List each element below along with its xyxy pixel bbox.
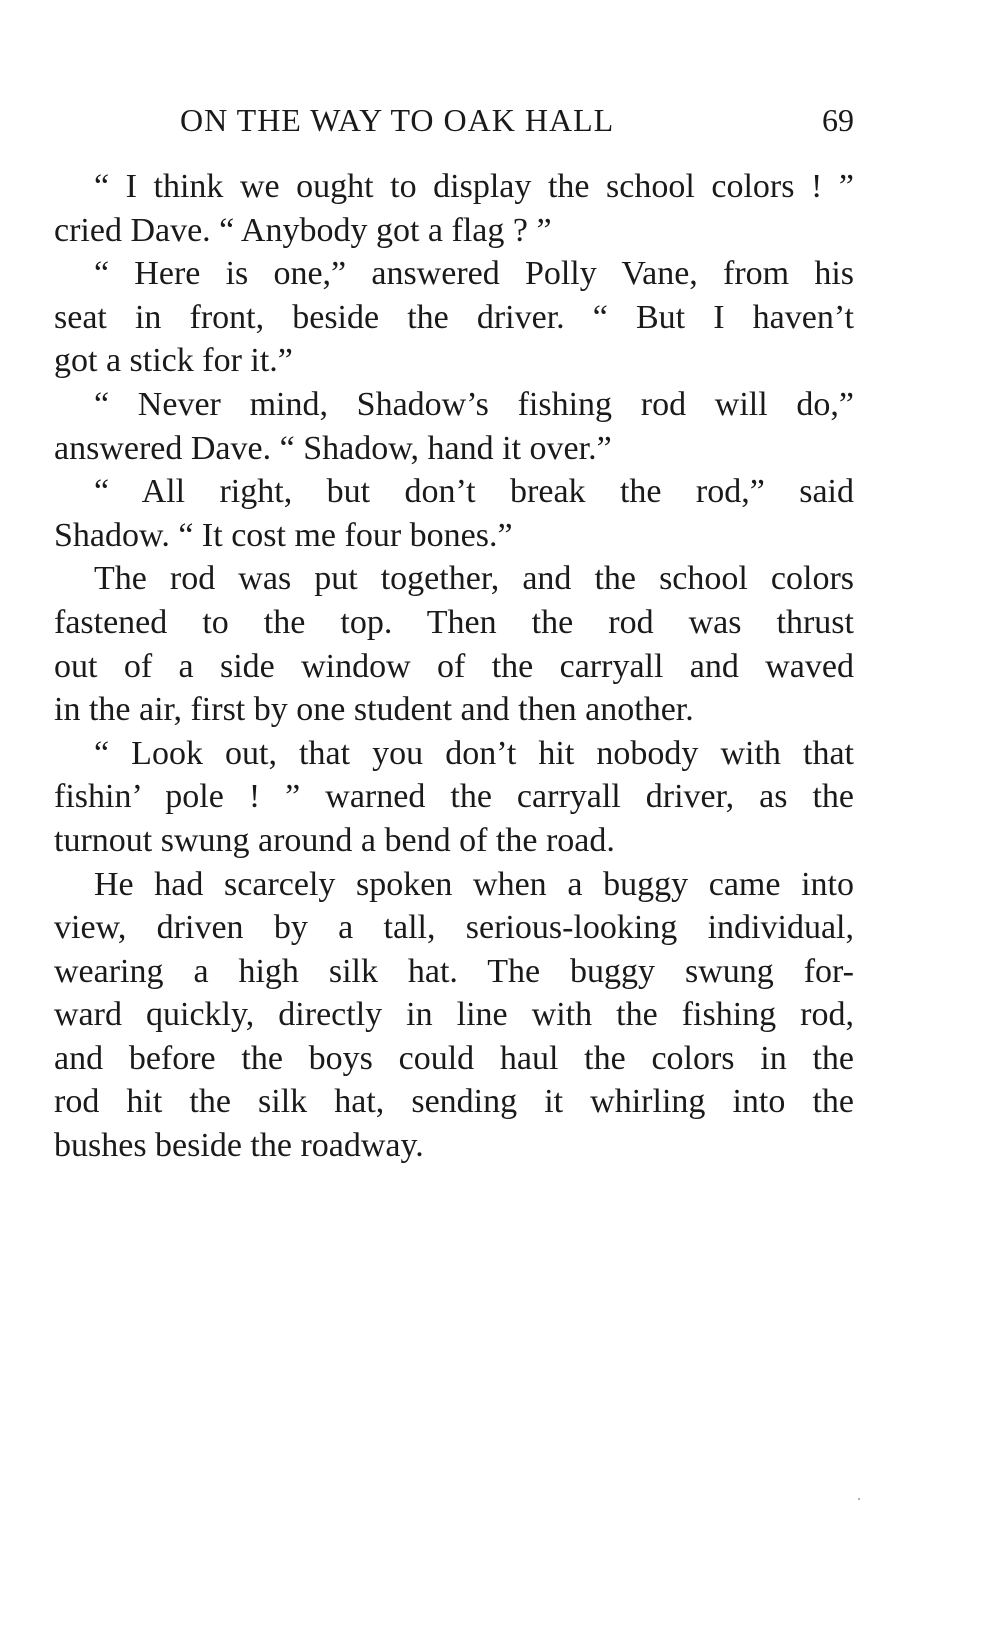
text-line: out of a side window of the carryall and waved (54, 647, 854, 685)
text-line: rod hit the silk hat, sending it whirling into the (54, 1083, 854, 1121)
text-line: and before the boys could haul the colors in the (54, 1039, 854, 1077)
running-title: ON THE WAY TO OAK HALL (180, 102, 615, 138)
text-line: He had scarcely spoken when a buggy came into (94, 865, 854, 903)
text-line: cried Dave. “ Anybody got a flag ? ” (54, 211, 552, 249)
text-line: “ All right, but don’t break the rod,” said (94, 473, 854, 511)
text-line: got a stick for it.” (54, 342, 293, 380)
scan-speck (858, 1498, 860, 1500)
text-line: ward quickly, directly in line with the fishing rod, (54, 996, 854, 1034)
text-line: answered Dave. “ Shadow, hand it over.” (54, 429, 612, 467)
text-line: fastened to the top. Then the rod was thrust (54, 603, 854, 641)
text-line: “ I think we ought to display the school colors ! ” (94, 168, 854, 205)
text-line: bushes beside the roadway. (54, 1127, 424, 1165)
page-number: 69 (822, 102, 854, 138)
text-line: view, driven by a tall, serious-looking individual, (54, 909, 854, 947)
text-line: “ Look out, that you don’t hit nobody with that (94, 734, 854, 772)
running-head (54, 98, 854, 142)
text-line: wearing a high silk hat. The buggy swung for- (54, 952, 854, 990)
text-line: in the air, first by one student and then another. (54, 691, 694, 729)
text-line: The rod was put together, and the school colors (94, 560, 854, 598)
body-text (54, 165, 854, 1168)
text-line: turnout swung around a bend of the road. (54, 821, 615, 859)
text-line: “ Never mind, Shadow’s fishing rod will do,” (94, 385, 854, 423)
text-line: Shadow. “ It cost me four bones.” (54, 516, 513, 554)
text-line: fishin’ pole ! ” warned the carryall driver, as the (54, 778, 854, 816)
text-line: “ Here is one,” answered Polly Vane, from his (94, 255, 854, 293)
text-line: seat in front, beside the driver. “ But I haven’t (54, 298, 854, 336)
